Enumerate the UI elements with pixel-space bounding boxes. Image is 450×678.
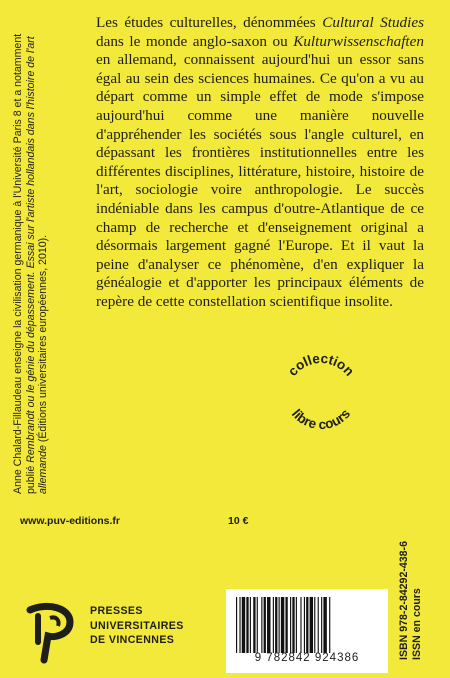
issn-number: ISSN en cours [410,588,423,660]
barcode-bar [306,597,308,653]
collection-label-top: collection [284,350,358,379]
barcode-bar [239,597,240,653]
barcode-bar [273,597,274,653]
barcode-bar [242,597,245,653]
isbn-number: ISBN 978-2-84292-438-6 [398,541,410,660]
barcode-digits: 9 782842 924386 [254,652,360,664]
blurb-paragraph: Les études culturelles, dénommées Cultural Studies dans le monde anglo-saxon ou Kulturwissenschaften en allemand, connaissent aujourd'hui un essor sans égal au sein des sciences humaines. Ce qu'on a vu au départ comme un simple effet de mode s'impose aujourd'hui comme une manière nouvelle d'appréhender les sociétés sous l'angle culturel, en dépassant les frontières institutionnelles entre les différentes disciplines, littérature, histoire, histoire de l'art, sociologie voire anthropologie. Le succès indéniable dans les campus d'outre-Atlantique de ce champ de recherche et d'enseignement original a désormais largement gagné l'Europe. Et il vaut la peine d'analyser ce phénomène, d'en expliquer la généalogie et d'apporter les principaux éléments de repère de cette constellation scientifique insolite. [96,14,425,310]
barcode-bar [285,597,287,653]
barcode-bar [279,597,280,653]
publisher-website[interactable]: www.puv-editions.fr [20,515,120,527]
isbn-block [398,460,423,660]
price: 10 € [228,515,249,527]
barcode-bar [318,597,319,653]
publisher-line-2: UNIVERSITAIRES [90,619,184,632]
barcode-bar [250,597,251,653]
author-bio-part1: Anne Chalard-Fillaudeau enseigne la civilisation germanique à l'Université Paris 8 et a notamment publié [12,33,37,494]
barcode-bar [257,597,258,653]
barcode-bar [290,597,291,653]
collection-label-bottom: libre cours [288,406,354,433]
barcode [226,589,388,673]
publisher-logo-icon [20,602,80,664]
barcode-bar [323,597,326,653]
barcode-bar [292,597,294,653]
barcode-bar [236,597,237,653]
publisher-line-1: PRESSES [90,605,143,617]
barcode-bar [304,597,305,653]
barcode-bar [314,597,315,653]
barcode-bar [300,597,301,653]
barcode-bar [267,597,270,653]
barcode-bars [234,597,380,653]
author-bio-book-title: Rembrandt ou le génie du dépassement. Essai sur l'artiste hollandais dans l'histoire de l'art allemande [24,36,50,494]
author-bio-text [12,14,50,494]
publisher-line-3: DE VINCENNES [90,634,175,646]
barcode-bar [275,597,277,653]
collection-logo [276,348,366,438]
barcode-bar [281,597,284,653]
publisher-block [20,600,220,670]
barcode-bar [246,597,248,653]
barcode-bar [253,597,255,653]
barcode-bar [264,597,266,653]
barcode-bar [321,597,322,653]
barcode-bar [329,597,330,653]
publisher-name [90,604,184,648]
barcode-bar [261,597,262,653]
author-bio-part2: (Éditions universitaires européennes, 2010). [37,234,50,446]
back-cover-blurb [96,14,424,312]
barcode-bar [296,597,297,653]
barcode-bar [310,597,313,653]
author-bio [12,14,50,494]
